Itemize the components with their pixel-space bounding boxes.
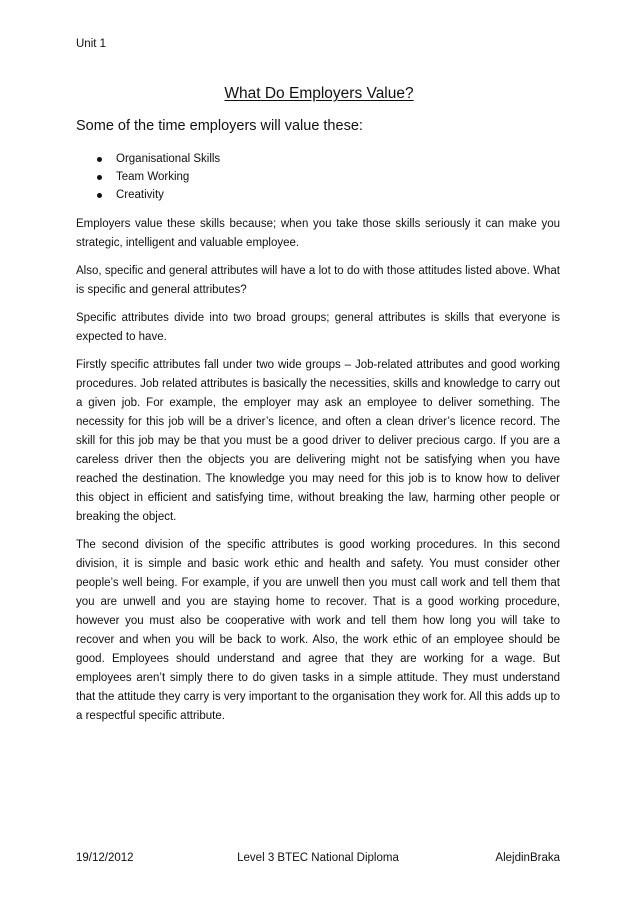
skills-bullet-list (76, 150, 560, 204)
bullet-item: Creativity (76, 186, 560, 204)
document-title: What Do Employers Value? (224, 85, 414, 102)
bullet-item: Team Working (76, 168, 560, 186)
document-body (76, 215, 560, 735)
footer-course: Level 3 BTEC National Diploma (237, 852, 399, 864)
footer-date: 19/12/2012 (76, 852, 134, 864)
body-paragraph: Employers value these skills because; when you take those skills seriously it can make you strategic, intelligent and valuable employee. (76, 218, 560, 249)
document-subtitle: Some of the time employers will value these: (76, 118, 363, 134)
body-paragraph: Specific attributes divide into two broad groups; general attributes is skills that everyone is expected to have. (76, 312, 560, 343)
body-paragraph: Firstly specific attributes fall under two wide groups – Job-related attributes and good working procedures. Job related attributes is basically the necessities, skills and knowledge to carry out a given job. For example, the employer may ask an employee to deliver something. The necessity for this job will be a driver’s licence, and often a clean driver’s licence record. The skill for this job may be that you must be a good driver to deliver precious cargo. If you are a careless driver then the objects you are delivering might not be satisfying when you have reached the destination. The knowledge you may need for this job is to know how to deliver this object in efficient and satisfying time, without breaking the law, harming other people or breaking the object. (76, 359, 560, 523)
footer-author: AlejdinBraka (495, 852, 560, 864)
bullet-item: Organisational Skills (76, 150, 560, 168)
body-paragraph: Also, specific and general attributes will have a lot to do with those attitudes listed above. What is specific and general attributes? (76, 265, 560, 296)
header-unit-label: Unit 1 (76, 38, 107, 50)
body-paragraph: The second division of the specific attributes is good working procedures. In this second division, it is simple and basic work ethic and health and safety. You must consider other people’s well being. For example, if you are unwell then you must call work and tell them that you are unwell and you are staying home to recover. That is a good working procedure, however you must also be cooperative with work and tell them how long you will take to recover and when you will be back to work. Also, the work ethic of an employee should be good. Employees should understand and agree that they are working for a wage. But employees aren’t simply there to do given tasks in a simple attitude. They must understand that the attitude they carry is very important to the organisation they work for. All this adds up to a respectful specific attribute. (76, 539, 560, 722)
